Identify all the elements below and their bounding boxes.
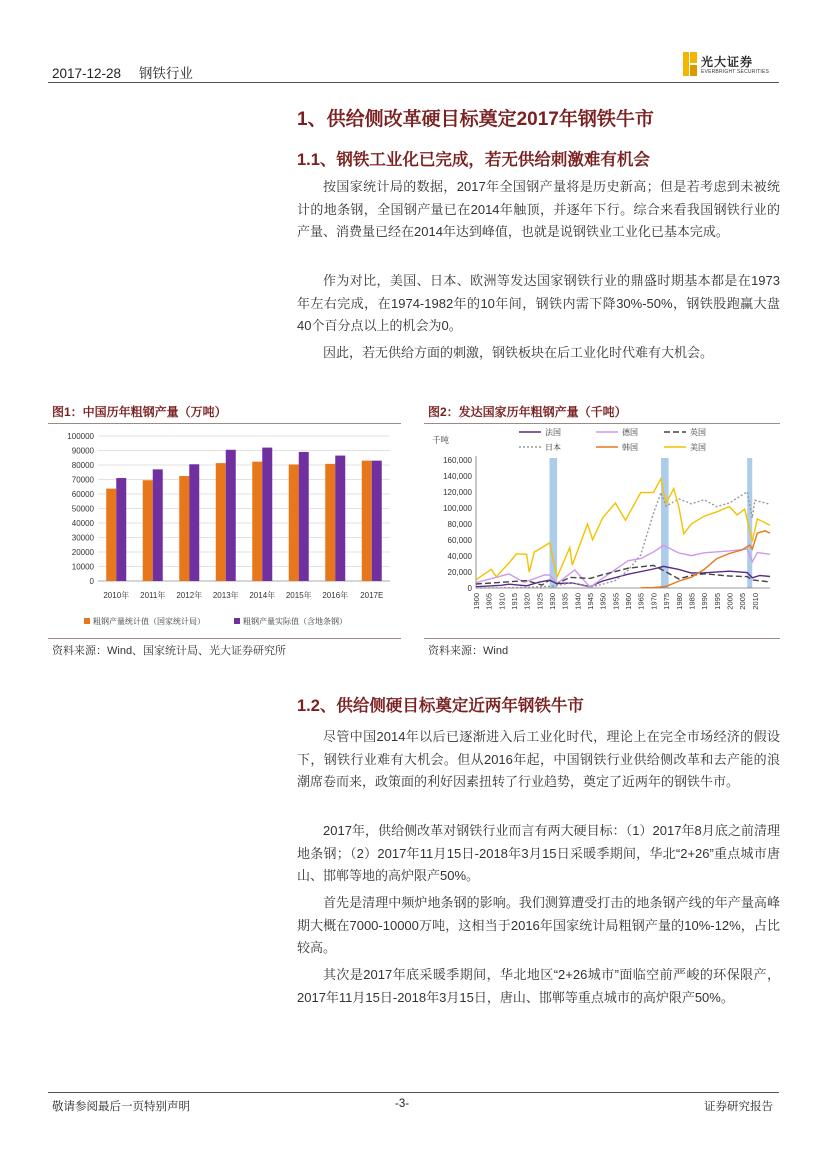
- y-tick-label: 0: [89, 577, 94, 586]
- x-tick-label: 2011年: [140, 591, 166, 600]
- page-number: -3-: [395, 1098, 410, 1110]
- highlight-band: [661, 458, 669, 588]
- paragraph: 因此，若无供给方面的刺激，钢铁板块在后工业化时代难有大机会。: [323, 345, 714, 360]
- x-tick-label: 1980: [674, 593, 684, 610]
- bar: [189, 464, 199, 581]
- x-tick-label: 1945: [586, 593, 596, 610]
- figure-1-title: 图1：中国历年粗钢产量（万吨）: [52, 405, 227, 419]
- report-date: 2017-12-28: [52, 66, 122, 81]
- x-tick-label: 1935: [560, 593, 570, 610]
- legend-label: 英国: [690, 428, 706, 437]
- series-line: [476, 566, 770, 586]
- y-tick-label: 90000: [71, 446, 94, 456]
- x-tick-label: 2016年: [322, 591, 349, 600]
- bar: [325, 464, 335, 581]
- x-tick-label: 1965: [636, 593, 646, 610]
- legend-label: 粗钢产量统计值（国家统计局）: [93, 617, 205, 626]
- legend-swatch: [234, 618, 240, 624]
- x-tick-label: 1975: [662, 593, 672, 610]
- x-tick-label: 2014年: [249, 591, 276, 600]
- legend-label: 日本: [545, 443, 561, 452]
- x-tick-label: 1970: [649, 593, 659, 610]
- subsection-title-1-2: 1.2、供给侧硬目标奠定近两年钢铁牛市: [297, 697, 584, 715]
- bar: [289, 464, 299, 581]
- legend-label: 粗钢产量实际值（含地条钢）: [243, 617, 347, 626]
- x-tick-label: 1910: [497, 593, 507, 610]
- y-tick-label: 20000: [71, 548, 94, 557]
- figure-1-top-rule: [48, 423, 401, 424]
- y-tick-label: 160,000: [443, 456, 472, 465]
- figure-2-top-rule: [424, 423, 780, 424]
- x-tick-label: 1905: [484, 593, 494, 610]
- figure-1-source: 资料来源：Wind、国家统计局、光大证券研究所: [52, 645, 287, 657]
- report-industry: 钢铁行业: [138, 66, 193, 81]
- y-tick-label: 70000: [71, 475, 94, 485]
- legend-label: 美国: [690, 443, 706, 452]
- bar: [153, 469, 163, 581]
- figure-1-bottom-rule: [48, 638, 401, 639]
- x-tick-label: 2012年: [176, 591, 203, 600]
- paragraph: 按国家统计局的数据，2017年全国钢产量将是历史新高；但是若考虑到未被统计的地条钢，全国钢产量已在2014年触顶，并逐年下行。综合来看我国钢铁行业的产量、消费量已经在2014年达到峰值，也就是说钢铁业工业化已基本完成。: [297, 179, 780, 239]
- x-tick-label: 2000: [725, 593, 735, 610]
- y-axis-label: 千吨: [432, 435, 450, 445]
- bar: [143, 480, 153, 581]
- footer-report-type: 证券研究报告: [704, 1101, 773, 1113]
- x-tick-label: 1925: [535, 593, 545, 610]
- x-tick-label: 1920: [522, 593, 532, 610]
- bar: [226, 450, 236, 581]
- x-tick-label: 1930: [548, 593, 558, 610]
- x-tick-label: 1900: [472, 593, 481, 610]
- legend-swatch: [84, 618, 90, 624]
- figure-2-title: 图2：发达国家历年粗钢产量（千吨）: [428, 405, 627, 419]
- legend-label: 韩国: [622, 443, 638, 452]
- bar: [179, 476, 189, 581]
- y-tick-label: 10000: [71, 562, 94, 572]
- bar: [116, 478, 126, 581]
- paragraph: 尽管中国2014年以后已逐渐进入后工业化时代，理论上在完全市场经济的假设下，钢铁行业难有大机会。但从2016年起，中国钢铁行业供给侧改革和去产能的浪潮席卷而来，政策面的利好因素扭转了行业趋势，奠定了近两年的钢铁牛市。: [297, 729, 780, 789]
- chart-2-developed-crude-steel: [424, 426, 780, 638]
- y-tick-label: 40000: [71, 519, 94, 528]
- logo-text-cn: 光大证券: [701, 55, 754, 69]
- bar: [299, 452, 309, 581]
- y-tick-label: 100,000: [443, 504, 472, 513]
- x-tick-label: 1950: [598, 593, 608, 610]
- figure-2-source: 资料来源：Wind: [428, 645, 509, 657]
- x-tick-label: 1985: [687, 593, 697, 610]
- highlight-band: [550, 458, 558, 588]
- bar: [216, 463, 226, 581]
- x-tick-label: 2005: [738, 593, 748, 610]
- footer-divider: [48, 1092, 779, 1093]
- y-tick-label: 0: [467, 584, 472, 593]
- y-tick-label: 30000: [71, 533, 94, 543]
- paragraph: 首先是清理中频炉地条钢的影响。我们测算遭受打击的地条钢产线的年产量高峰期大概在7000-10000万吨，这相当于2016年国家统计局粗钢产量的10%-12%，占比较高。: [297, 895, 780, 955]
- paragraph: 作为对比，美国、日本、欧洲等发达国家钢铁行业的鼎盛时期基本都是在1973年左右完成，在1974-1982年的10年间，钢铁内需下降30%-50%，钢铁股跑赢大盘40个百分点以上的机会为0。: [297, 273, 780, 333]
- y-tick-label: 40,000: [447, 552, 472, 561]
- bar: [372, 461, 382, 581]
- subsection-title-1-1: 1.1、钢铁工业化已完成，若无供给刺激难有机会: [297, 151, 650, 169]
- y-tick-label: 20,000: [447, 568, 472, 577]
- x-tick-label: 2013年: [212, 591, 239, 600]
- paragraph: 2017年，供给侧改革对钢铁行业而言有两大硬目标：（1）2017年8月底之前清理地条钢；（2）2017年11月15日-2018年3月15日采暖季期间，华北“2+26”重点城市唐山、邯郸等地的高炉限产50%。: [297, 823, 780, 883]
- bar: [252, 462, 262, 581]
- section-title: 1、供给侧改革硬目标奠定2017年钢铁牛市: [297, 109, 654, 130]
- y-tick-label: 60,000: [447, 536, 472, 545]
- y-tick-label: 120,000: [443, 488, 472, 497]
- y-tick-label: 60000: [71, 490, 94, 499]
- x-tick-label: 1940: [573, 593, 583, 610]
- x-tick-label: 1955: [611, 593, 621, 610]
- figure-2-bottom-rule: [424, 638, 780, 639]
- paragraph: 其次是2017年底采暖季期间，华北地区“2+26城市”面临空前严峻的环保限产，2017年11月15日-2018年3月15日，唐山、邯郸等重点城市的高炉限产50%。: [297, 967, 780, 1005]
- bar: [262, 448, 272, 581]
- footer-disclaimer: 敬请参阅最后一页特别声明: [52, 1101, 190, 1113]
- x-tick-label: 2010年: [103, 591, 130, 600]
- y-tick-label: 50000: [71, 504, 94, 514]
- legend-label: 法国: [545, 428, 561, 437]
- x-tick-label: 2010: [750, 593, 760, 610]
- series-line: [476, 492, 770, 588]
- x-tick-label: 2017E: [360, 591, 384, 600]
- x-tick-label: 1960: [624, 593, 634, 610]
- chart-1-china-crude-steel: [48, 426, 401, 638]
- logo-text-en: EVERBRIGHT SECURITIES: [701, 69, 770, 75]
- header-divider: [48, 82, 779, 83]
- bar: [335, 456, 345, 581]
- x-tick-label: 1995: [712, 593, 722, 610]
- series-line: [476, 545, 770, 587]
- x-tick-label: 2015年: [285, 591, 312, 600]
- x-tick-label: 1915: [510, 593, 520, 610]
- header-meta: [52, 62, 207, 82]
- x-tick-label: 1990: [700, 593, 710, 610]
- company-logo: [683, 50, 783, 78]
- logo-mark-icon: [683, 52, 697, 76]
- y-tick-label: 140,000: [443, 472, 472, 481]
- legend-label: 德国: [622, 428, 638, 437]
- y-tick-label: 80,000: [447, 520, 472, 529]
- y-tick-label: 100000: [67, 432, 94, 441]
- bar: [106, 489, 116, 581]
- bar: [362, 461, 372, 581]
- y-tick-label: 80000: [71, 461, 94, 470]
